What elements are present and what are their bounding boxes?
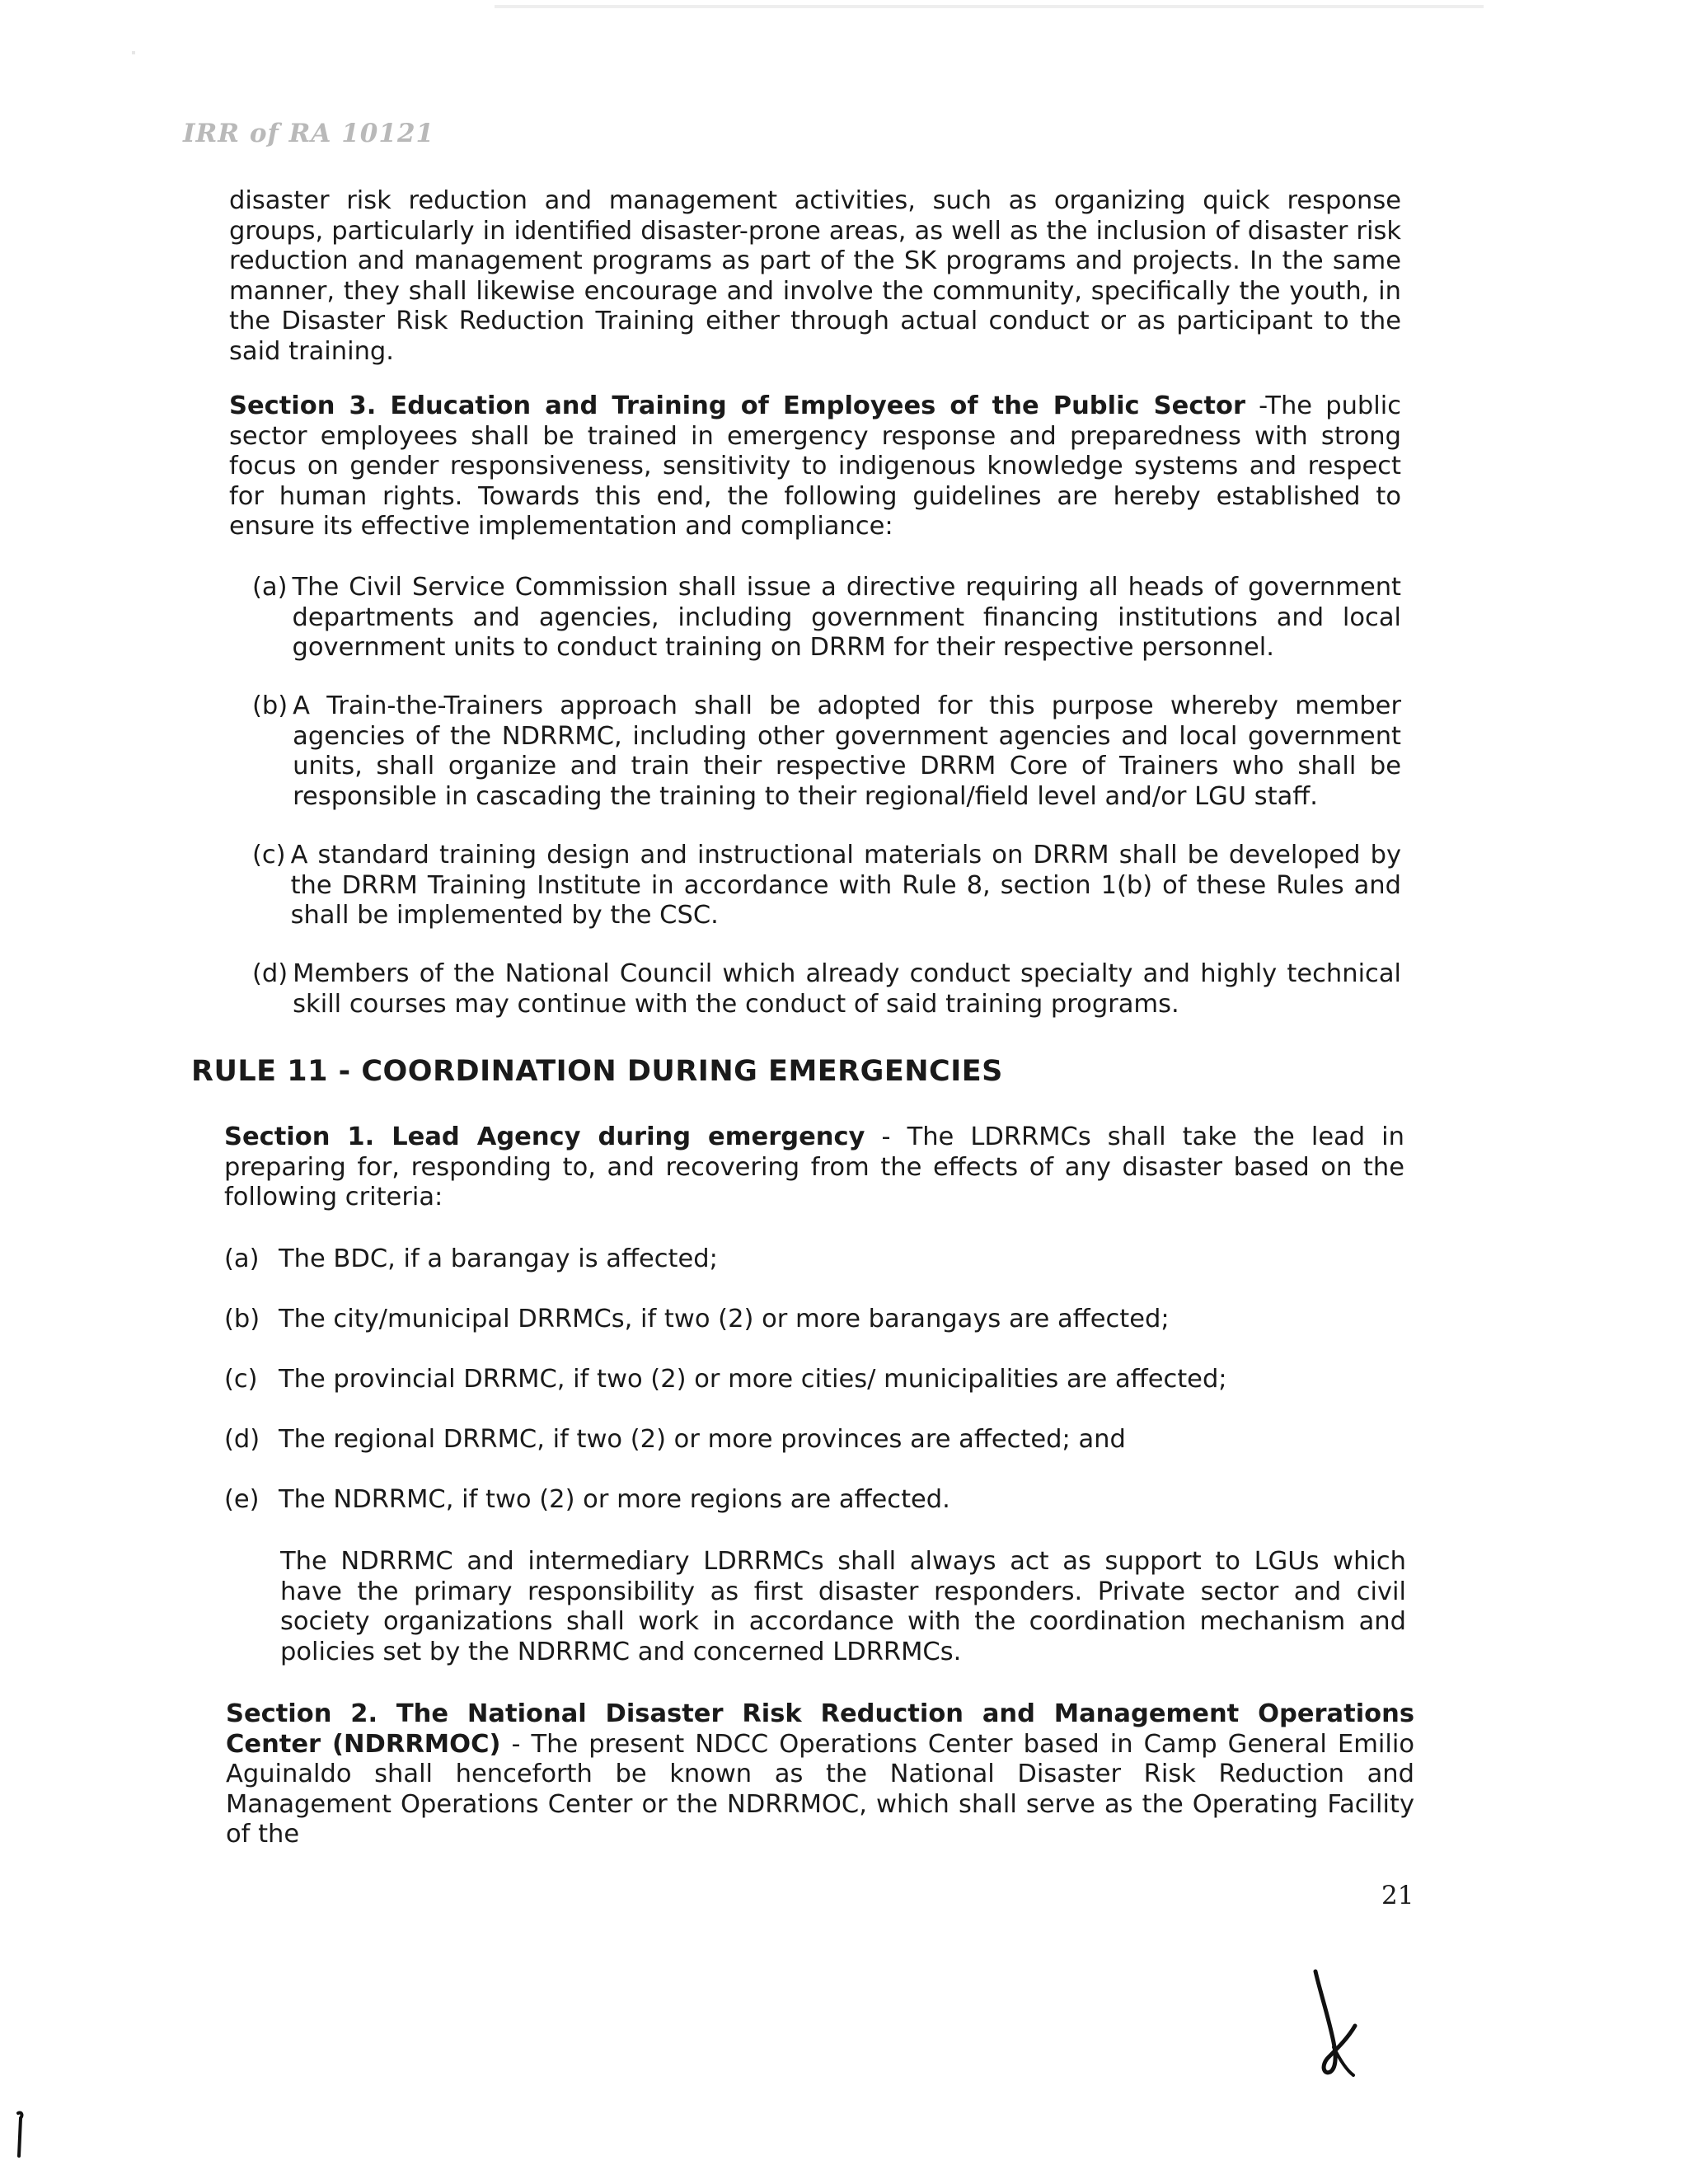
section-3-item-b [252, 691, 1401, 812]
section-2-body: - The present NDCC Operations Center based in Camp General Emilio Aguinaldo shall henceforth be known as the National Disaster Risk Reduction and Management Operations Center or the NDRRMOC, which shall serve as the Operating Facility of the [226, 1729, 1414, 1849]
criterion-e [224, 1485, 950, 1516]
criterion-marker: (b) [224, 1305, 260, 1333]
intro-paragraph: disaster risk reduction and management activities, such as organizing quick response groups, particularly in identified disaster-prone areas, as well as the inclusion of disaster risk reduction and management programs as part of the SK programs and projects. In the same manner, they shall likewise encourage and involve the community, specifically the youth, in the Disaster Risk Reduction Training either through actual conduct or as participant to the said training. [229, 186, 1401, 366]
section-1-title: Section 1. Lead Agency during emergency [224, 1122, 865, 1151]
criterion-a [224, 1244, 718, 1275]
section-2-paragraph [226, 1699, 1414, 1850]
criterion-marker: (d) [224, 1425, 260, 1454]
rule-11-heading: RULE 11 - COORDINATION DURING EMERGENCIES [191, 1055, 1003, 1088]
page-number: 21 [1381, 1881, 1414, 1910]
section-2-title: Section 2. The National Disaster Risk Reduction and Management Operations Center (NDRRMOC) [226, 1699, 1414, 1759]
handwritten-initial-signature [1301, 1968, 1367, 2083]
scan-artifact-top [495, 5, 1484, 8]
criterion-text: The BDC, if a barangay is affected; [279, 1244, 718, 1273]
section-3-item-a [252, 573, 1401, 663]
scan-artifact-dot [132, 51, 135, 54]
item-text: The Civil Service Commission shall issue a directive requiring all heads of government departments and agencies, including government financing institutions and local government units to conduct training on DRRM for their respective personnel. [292, 573, 1401, 662]
criterion-marker: (c) [224, 1365, 258, 1394]
criterion-text: The provincial DRRMC, if two (2) or more cities/ municipalities are affected; [279, 1365, 1227, 1394]
criterion-c [224, 1365, 1227, 1395]
item-text: Members of the National Council which already conduct specialty and highly technical skill courses may continue with the conduct of said training programs. [293, 959, 1401, 1019]
section-1-closing-paragraph: The NDRRMC and intermediary LDRRMCs shall always act as support to LGUs which have the primary responsibility as first disaster responders. Private sector and civil society organizations shall work in accordance with the coordination mechanism and policies set by the NDRRMC and concerned LDRRMCs. [280, 1547, 1406, 1666]
section-3-item-d [252, 959, 1401, 1019]
item-marker: (a) [252, 573, 288, 602]
section-3-item-c [252, 841, 1401, 931]
criterion-b [224, 1305, 1170, 1335]
running-header: IRR of RA 10121 [183, 119, 435, 148]
margin-mark [12, 2110, 28, 2159]
section-3-title: Section 3. Education and Training of Employees of the Public Sector [229, 391, 1245, 420]
item-marker: (d) [252, 959, 288, 988]
criterion-text: The regional DRRMC, if two (2) or more provinces are affected; and [279, 1425, 1126, 1454]
item-text: A Train-the-Trainers approach shall be adopted for this purpose whereby member agencies of the NDRRMC, including other government agencies and local government units, shall organize and train their respective DRRM Core of Trainers who shall be responsible in cascading the training to their regional/field level and/or LGU staff. [293, 691, 1401, 811]
criterion-marker: (e) [224, 1485, 260, 1514]
section-3-body: -The public sector employees shall be trained in emergency response and preparedness with strong focus on gender responsiveness, sensitivity to indigenous knowledge systems and respect for human rights. Towards this end, the following guidelines are hereby established to ensure its effective implementation and compliance: [229, 391, 1401, 541]
item-marker: (b) [252, 691, 288, 720]
section-3-paragraph [229, 391, 1401, 542]
criterion-marker: (a) [224, 1244, 260, 1273]
item-marker: (c) [252, 841, 286, 869]
section-1-paragraph [224, 1122, 1404, 1213]
criterion-d [224, 1425, 1126, 1455]
item-text: A standard training design and instructional materials on DRRM shall be developed by the DRRM Training Institute in accordance with Rule 8, section 1(b) of these Rules and shall be implemented by the CSC. [290, 841, 1401, 930]
criterion-text: The NDRRMC, if two (2) or more regions are affected. [279, 1485, 950, 1514]
section-1-body: - The LDRRMCs shall take the lead in preparing for, responding to, and recovering from the effects of any disaster based on the following criteria: [224, 1122, 1404, 1212]
criterion-text: The city/municipal DRRMCs, if two (2) or more barangays are affected; [279, 1305, 1170, 1333]
